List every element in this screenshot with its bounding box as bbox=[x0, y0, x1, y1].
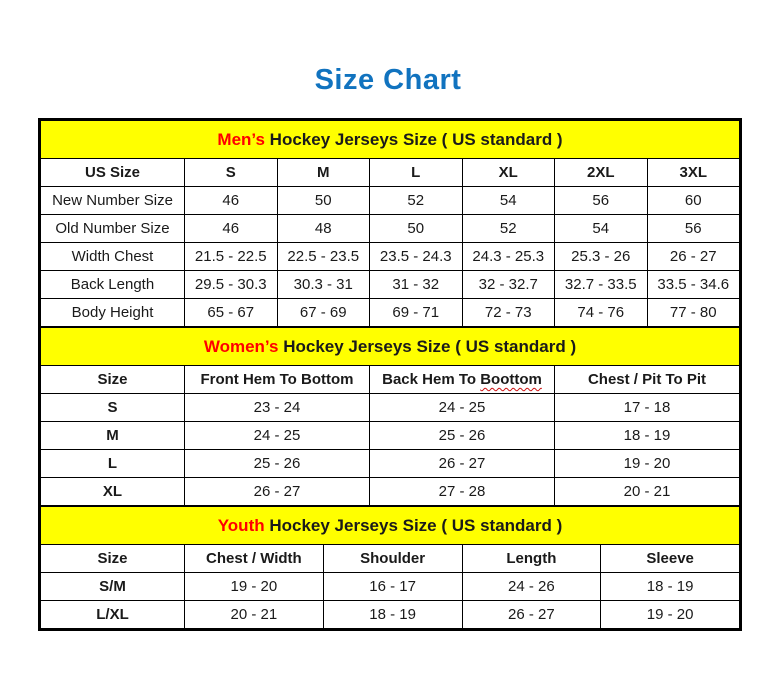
size-value-cell: 29.5 - 30.3 bbox=[185, 271, 278, 299]
size-value-cell: 20 - 21 bbox=[185, 601, 324, 629]
youth-size-table bbox=[40, 506, 740, 629]
size-value-cell: 24.3 - 25.3 bbox=[462, 243, 555, 271]
size-value-cell: 50 bbox=[277, 187, 370, 215]
size-value-cell: 56 bbox=[555, 187, 648, 215]
size-value-cell: 18 - 19 bbox=[601, 573, 740, 601]
mens-table-row bbox=[41, 243, 740, 271]
size-value-cell: 16 - 17 bbox=[323, 573, 462, 601]
row-label: L/XL bbox=[41, 601, 185, 629]
size-value-cell: 60 bbox=[647, 187, 740, 215]
mens-col-header: US Size bbox=[41, 159, 185, 187]
womens-table-row bbox=[41, 478, 740, 506]
size-value-cell: 26 - 27 bbox=[370, 450, 555, 478]
youth-section-band bbox=[41, 507, 740, 545]
size-value-cell: 19 - 20 bbox=[555, 450, 740, 478]
mens-section-title bbox=[41, 121, 740, 159]
size-value-cell: 25.3 - 26 bbox=[555, 243, 648, 271]
mens-highlight-text: Men’s bbox=[217, 129, 265, 149]
size-value-cell: 17 - 18 bbox=[555, 394, 740, 422]
womens-column-header-row bbox=[41, 366, 740, 394]
youth-table-row bbox=[41, 601, 740, 629]
mens-table-row bbox=[41, 299, 740, 327]
size-value-cell: 26 - 27 bbox=[647, 243, 740, 271]
row-label: Body Height bbox=[41, 299, 185, 327]
size-value-cell: 67 - 69 bbox=[277, 299, 370, 327]
size-value-cell: 54 bbox=[462, 187, 555, 215]
size-value-cell: 54 bbox=[555, 215, 648, 243]
row-label: New Number Size bbox=[41, 187, 185, 215]
mens-column-header-row bbox=[41, 159, 740, 187]
size-value-cell: 18 - 19 bbox=[555, 422, 740, 450]
mens-table-row bbox=[41, 215, 740, 243]
womens-section-title bbox=[41, 328, 740, 366]
mens-title-rest: Hockey Jerseys Size ( US standard ) bbox=[264, 129, 563, 149]
size-value-cell: 24 - 26 bbox=[462, 573, 601, 601]
size-value-cell: 22.5 - 23.5 bbox=[277, 243, 370, 271]
mens-col-header: M bbox=[277, 159, 370, 187]
row-label: Back Length bbox=[41, 271, 185, 299]
womens-col-header bbox=[370, 366, 555, 394]
size-value-cell: 18 - 19 bbox=[323, 601, 462, 629]
size-value-cell: 25 - 26 bbox=[185, 450, 370, 478]
size-value-cell: 26 - 27 bbox=[185, 478, 370, 506]
womens-highlight-text: Women’s bbox=[203, 336, 279, 356]
size-value-cell: 50 bbox=[370, 215, 463, 243]
mens-col-header: XL bbox=[462, 159, 555, 187]
youth-highlight-text: Youth bbox=[217, 515, 265, 535]
mens-table-row bbox=[41, 187, 740, 215]
size-value-cell: 56 bbox=[647, 215, 740, 243]
size-value-cell: 19 - 20 bbox=[185, 573, 324, 601]
size-value-cell: 24 - 25 bbox=[185, 422, 370, 450]
youth-col-header: Size bbox=[41, 545, 185, 573]
youth-column-header-row bbox=[41, 545, 740, 573]
mens-col-header: 2XL bbox=[555, 159, 648, 187]
youth-col-header: Length bbox=[462, 545, 601, 573]
size-value-cell: 24 - 25 bbox=[370, 394, 555, 422]
size-value-cell: 32 - 32.7 bbox=[462, 271, 555, 299]
size-value-cell: 23.5 - 24.3 bbox=[370, 243, 463, 271]
mens-size-table bbox=[40, 120, 740, 327]
size-value-cell: 27 - 28 bbox=[370, 478, 555, 506]
col-header-text: Back Hem To bbox=[382, 371, 481, 388]
womens-table-row bbox=[41, 450, 740, 478]
size-value-cell: 52 bbox=[370, 187, 463, 215]
row-label: L bbox=[41, 450, 185, 478]
womens-col-header: Front Hem To Bottom bbox=[185, 366, 370, 394]
womens-table-row bbox=[41, 394, 740, 422]
size-value-cell: 19 - 20 bbox=[601, 601, 740, 629]
womens-table-row bbox=[41, 422, 740, 450]
size-value-cell: 46 bbox=[185, 187, 278, 215]
womens-title-rest: Hockey Jerseys Size ( US standard ) bbox=[278, 336, 577, 356]
youth-section-title bbox=[41, 507, 740, 545]
size-value-cell: 25 - 26 bbox=[370, 422, 555, 450]
womens-col-header: Size bbox=[41, 366, 185, 394]
youth-table-row bbox=[41, 573, 740, 601]
size-value-cell: 48 bbox=[277, 215, 370, 243]
page-title: Size Chart bbox=[314, 64, 462, 96]
row-label: S/M bbox=[41, 573, 185, 601]
size-value-cell: 23 - 24 bbox=[185, 394, 370, 422]
youth-col-header: Shoulder bbox=[323, 545, 462, 573]
size-value-cell: 20 - 21 bbox=[555, 478, 740, 506]
mens-section-band bbox=[41, 121, 740, 159]
size-value-cell: 31 - 32 bbox=[370, 271, 463, 299]
womens-section-band bbox=[41, 328, 740, 366]
spellcheck-underlined-word: Boottom bbox=[480, 371, 542, 388]
size-value-cell: 32.7 - 33.5 bbox=[555, 271, 648, 299]
size-value-cell: 72 - 73 bbox=[462, 299, 555, 327]
size-value-cell: 69 - 71 bbox=[370, 299, 463, 327]
mens-table-row bbox=[41, 271, 740, 299]
youth-col-header: Sleeve bbox=[601, 545, 740, 573]
size-value-cell: 33.5 - 34.6 bbox=[647, 271, 740, 299]
size-value-cell: 74 - 76 bbox=[555, 299, 648, 327]
youth-title-rest: Hockey Jerseys Size ( US standard ) bbox=[264, 515, 563, 535]
size-value-cell: 46 bbox=[185, 215, 278, 243]
womens-size-table bbox=[40, 327, 740, 506]
size-value-cell: 65 - 67 bbox=[185, 299, 278, 327]
mens-col-header: 3XL bbox=[647, 159, 740, 187]
mens-col-header: S bbox=[185, 159, 278, 187]
size-value-cell: 30.3 - 31 bbox=[277, 271, 370, 299]
size-value-cell: 77 - 80 bbox=[647, 299, 740, 327]
row-label: M bbox=[41, 422, 185, 450]
womens-col-header: Chest / Pit To Pit bbox=[555, 366, 740, 394]
row-label: S bbox=[41, 394, 185, 422]
row-label: XL bbox=[41, 478, 185, 506]
size-value-cell: 21.5 - 22.5 bbox=[185, 243, 278, 271]
row-label: Old Number Size bbox=[41, 215, 185, 243]
size-value-cell: 26 - 27 bbox=[462, 601, 601, 629]
row-label: Width Chest bbox=[41, 243, 185, 271]
size-chart bbox=[38, 118, 742, 631]
size-value-cell: 52 bbox=[462, 215, 555, 243]
youth-col-header: Chest / Width bbox=[185, 545, 324, 573]
mens-col-header: L bbox=[370, 159, 463, 187]
